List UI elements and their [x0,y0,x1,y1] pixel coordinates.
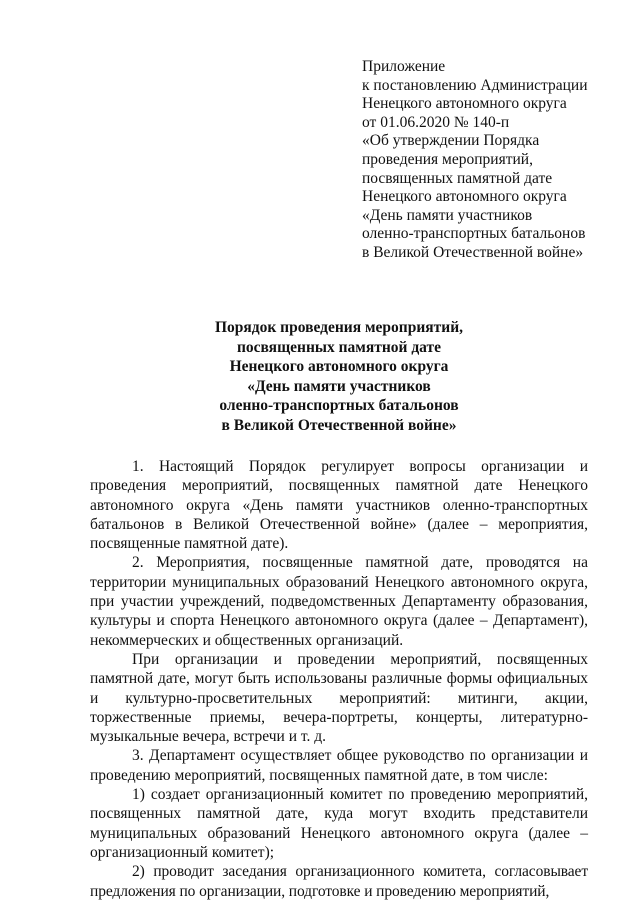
paragraph-2: 2. Мероприятия, посвященные памятной дате, проводятся на территории муниципальных образований Ненецкого автономного округа, при участии учреждений, подведомственных Департаменту образования, культуры и спорта Ненецкого автономного округа (далее – Департамент), некоммерческих и общественных организаций. [90,554,588,649]
annex-line: Ненецкого автономного округа [362,188,567,206]
annex-line: оленно-транспортных батальонов [362,225,586,243]
annex-line: посвященных памятной дате [362,169,553,187]
paragraph-3-item-2: 2) проводит заседания организационного комитета, согласовывает предложения по организации, подготовке и проведению мероприятий, [90,863,588,900]
document-title [90,318,588,435]
paragraph-1: 1. Настоящий Порядок регулирует вопросы организации и проведения мероприятий, посвященных памятной дате Ненецкого автономного округа «День памяти участников оленно-транспортных батальонов в Великой Отечественной войне» (далее – мероприятия, посвященные памятной дате). [90,458,588,553]
paragraph-3: 3. Департамент осуществляет общее руководство по организации и проведению мероприятий, посвященных памятной дате, в том числе: [90,747,588,784]
title-line: «День памяти участников [247,377,431,395]
annex-line: «Об утверждении Порядка [362,132,540,150]
title-line: Порядок проведения мероприятий, [214,319,464,336]
title-line: посвященных памятной дате [236,338,442,356]
title-line: в Великой Отечественной войне» [221,416,457,434]
annex-header [362,58,624,263]
title-line: оленно-транспортных батальонов [219,397,459,414]
annex-line: «День памяти участников [362,206,533,224]
title-line: Ненецкого автономного округа [229,358,449,375]
annex-line: проведения мероприятий, [362,150,533,168]
paragraph-2-continued: При организации и проведении мероприятий, посвященных памятной дате, могут быть использованы различные формы официальных и культурно-просветительных мероприятий: митинги, акции, торжественные приемы, вечера-портреты, концерты, литературно-музыкальные вечера, встречи и т. д. [90,650,588,746]
annex-line: в Великой Отечественной войне» [362,243,584,261]
annex-line: к постановлению Администрации [362,76,588,94]
document-body [90,457,588,901]
annex-line: от 01.06.2020 № 140-п [362,113,510,131]
annex-line: Ненецкого автономного округа [362,95,567,113]
annex-line: Приложение [362,58,446,75]
paragraph-3-item-1: 1) создает организационный комитет по проведению мероприятий, посвященных памятной дате, куда могут входить представители муниципальных образований Ненецкого автономного округа (далее – организационный комитет); [90,786,588,861]
